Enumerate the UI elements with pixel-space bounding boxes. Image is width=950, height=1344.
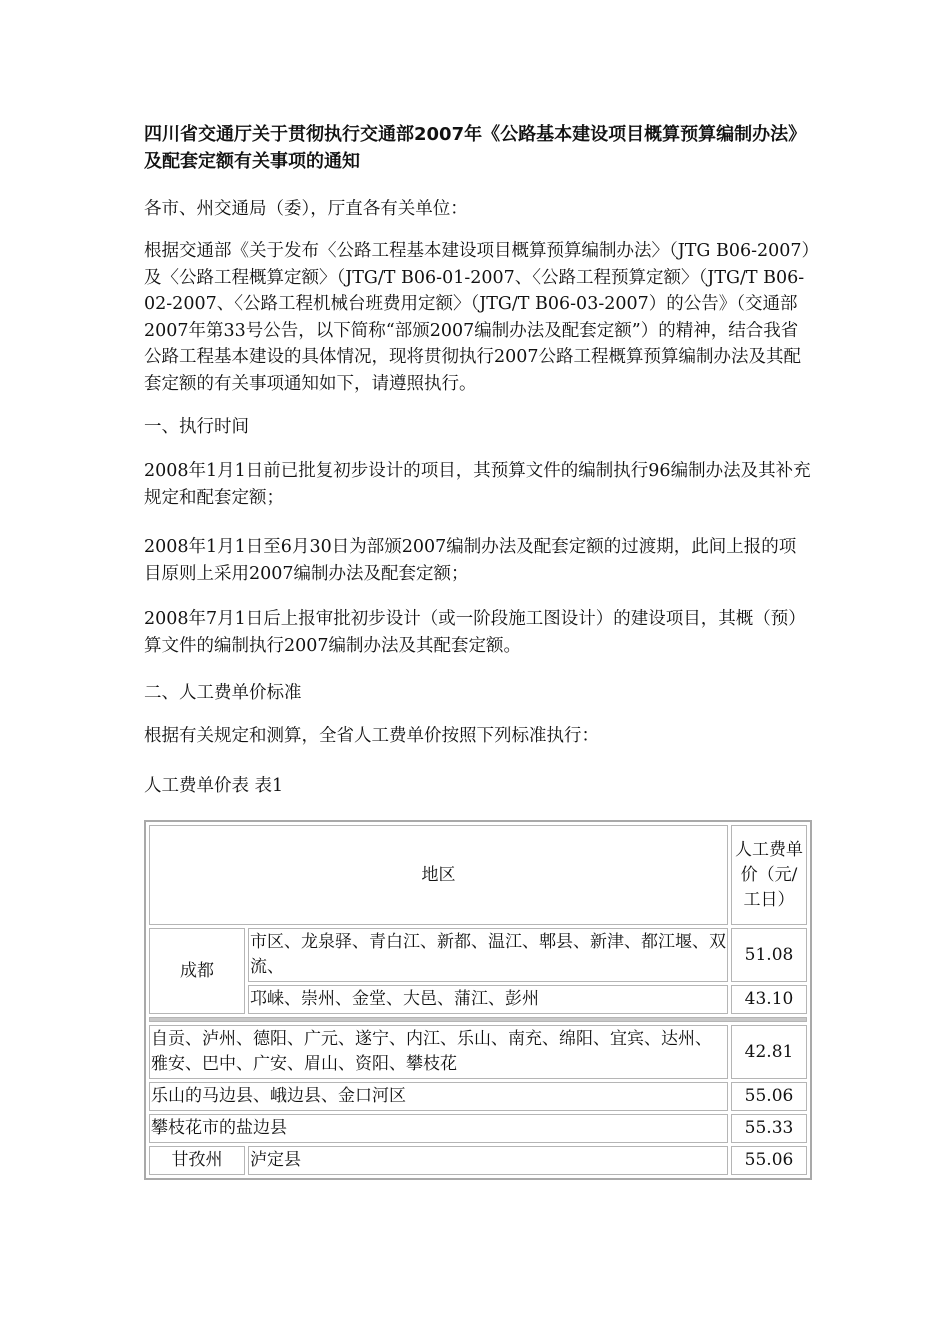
table-row (149, 1025, 807, 1079)
price-cell: 55.33 (731, 1114, 807, 1143)
table-separator (149, 1017, 807, 1022)
region-cell: 市区、龙泉驿、青白江、新都、温江、郫县、新津、都江堰、双流、 (248, 928, 728, 982)
price-cell: 43.10 (731, 985, 807, 1014)
table-row (149, 1082, 807, 1111)
header-price: 人工费单价（元/工日） (731, 825, 807, 925)
price-cell: 55.06 (731, 1146, 807, 1175)
region-cell: 自贡、泸州、德阳、广元、遂宁、内江、乐山、南充、绵阳、宜宾、达州、雅安、巴中、广安、眉山、资阳、攀枝花 (149, 1025, 728, 1079)
execution-time-item: 2008年1月1日至6月30日为部颁2007编制办法及配套定额的过渡期，此间上报的项目原则上采用2007编制办法及配套定额； (144, 537, 797, 584)
region-cell: 泸定县 (248, 1146, 728, 1175)
section-heading-execution-time: 一、执行时间 (144, 417, 249, 437)
separator-cell (149, 1017, 807, 1022)
execution-time-item: 2008年7月1日后上报审批初步设计（或一阶段施工图设计）的建设项目，其概（预）算文件的编制执行2007编制办法及其配套定额。 (144, 609, 806, 656)
execution-time-item: 2008年1月1日前已批复初步设计的项目，其预算文件的编制执行96编制办法及其补充规定和配套定额； (144, 461, 811, 508)
table-row (149, 1114, 807, 1143)
city-chengdu: 成都 (149, 928, 245, 1014)
labor-price-intro: 根据有关规定和测算，全省人工费单价按照下列标准执行： (144, 726, 599, 746)
document-title: 四川省交通厅关于贯彻执行交通部2007年《公路基本建设项目概算预算编制办法》及配套定额有关事项的通知 (144, 124, 807, 172)
table-row (149, 985, 807, 1014)
table-row (149, 928, 807, 982)
header-region: 地区 (149, 825, 728, 925)
salutation: 各市、州交通局（委），厅直各有关单位： (144, 199, 468, 219)
table-header-row (149, 825, 807, 925)
region-cell: 乐山的马边县、峨边县、金口河区 (149, 1082, 728, 1111)
labor-price-table (144, 820, 812, 1180)
intro-paragraph: 根据交通部《关于发布〈公路工程基本建设项目概算预算编制办法〉（JTG B06-2007）及〈公路工程概算定额〉（JTG/T B06-01-2007、〈公路工程预算定额〉（JTG/T B06-02-2007、〈公路工程机械台班费用定额〉（JTG/T B06-03-2007）的公告》（交通部2007年第33号公告，以下简称“部颁2007编制办法及配套定额”）的精神，结合我省公路工程基本建设的具体情况，现将贯彻执行2007公路工程概算预算编制办法及其配套定额的有关事项通知如下，请遵照执行。 (144, 241, 811, 394)
table-row (149, 1146, 807, 1175)
price-cell: 42.81 (731, 1025, 807, 1079)
price-cell: 51.08 (731, 928, 807, 982)
table-caption: 人工费单价表 表1 (144, 776, 284, 796)
region-cell: 攀枝花市的盐边县 (149, 1114, 728, 1143)
city-ganzi: 甘孜州 (149, 1146, 245, 1175)
section-heading-labor-price: 二、人工费单价标准 (144, 683, 302, 703)
price-cell: 55.06 (731, 1082, 807, 1111)
region-cell: 邛崃、崇州、金堂、大邑、蒲江、彭州 (248, 985, 728, 1014)
